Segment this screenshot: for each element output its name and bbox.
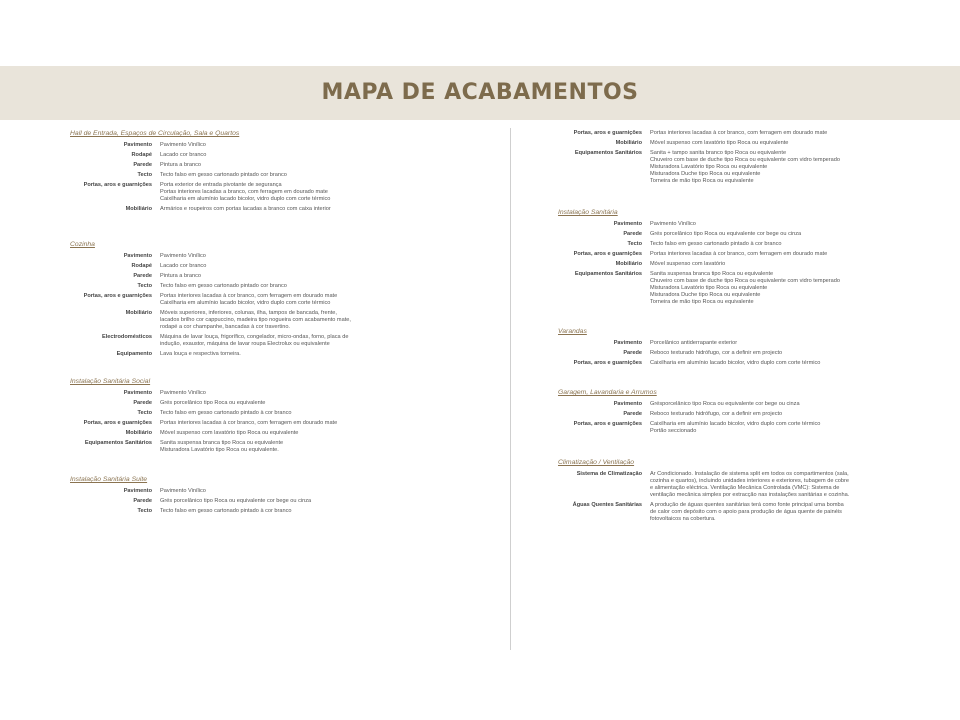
value-line: Reboco texturado hidrófugo, cor a definir em projecto [650, 411, 783, 417]
row-value [160, 410, 475, 417]
finish-section [70, 241, 475, 358]
row-label: Parede [623, 350, 642, 356]
row-value [160, 152, 475, 159]
row-value [160, 400, 475, 407]
row-label: Mobiliário [615, 140, 642, 146]
finish-row [70, 206, 475, 213]
row-label: Tecto [137, 410, 152, 416]
value-line: Reboco texturado hidrófugo, cor a definir em projecto [650, 350, 783, 356]
finish-row [558, 251, 918, 258]
row-label: Pavimento [613, 221, 642, 227]
row-label: Pavimento [123, 253, 152, 259]
row-value [650, 471, 918, 499]
finish-row [70, 498, 475, 505]
value-line: Máquina de lavar louça, frigorífico, congelador, micro-ondas, forno, placa de [160, 334, 349, 340]
finish-row [558, 502, 918, 523]
row-label: Rodapé [131, 263, 152, 269]
finish-row [70, 430, 475, 437]
value-line: Móvel suspenso com lavatório tipo Roca ou equivalente [650, 140, 789, 146]
row-label: Equipamentos Sanitários [574, 271, 642, 277]
value-line: Tecto falso em gesso cartonado pintado cor branco [160, 172, 287, 178]
row-label: Sistema de Climatização [576, 471, 642, 477]
value-line: Móvel suspenso com lavatório tipo Roca ou equivalente [160, 430, 299, 436]
finish-section [70, 378, 475, 454]
row-label: Parede [133, 400, 152, 406]
column-divider [510, 128, 511, 650]
finish-section [558, 130, 918, 185]
row-label: Parede [133, 162, 152, 168]
value-line: Caixilharia em alumínio lacado bicolor, vidro duplo com corte térmico [160, 196, 331, 202]
value-line: Tecto falso em gesso cartonado pintado à cor branco [650, 241, 782, 247]
finish-row [558, 221, 918, 228]
row-value [650, 130, 918, 137]
row-value [160, 263, 475, 270]
finish-row [558, 471, 918, 499]
value-line: Chuveiro com base de duche tipo Roca ou equivalente com vidro temperado [650, 157, 840, 163]
value-line: Sanita suspensa branca tipo Roca ou equivalente [160, 440, 284, 446]
finish-row [558, 340, 918, 347]
finish-section [558, 459, 918, 523]
value-line: Lava louça e respectiva torneira. [160, 351, 241, 357]
finish-row [558, 140, 918, 147]
value-line: Grés porcelânico tipo Roca ou equivalente cor bege ou cinza [650, 231, 802, 237]
title-banner [0, 66, 960, 120]
value-line: Portas interiores lacadas à cor branco, com ferragem em dourado mate [650, 251, 828, 257]
section-title: Climatização / Ventilação [558, 459, 635, 466]
row-label: Mobiliário [125, 430, 152, 436]
row-label: Pavimento [123, 488, 152, 494]
finish-row [70, 182, 475, 203]
row-label: Equipamento [116, 351, 152, 357]
row-value [160, 283, 475, 290]
row-value [160, 172, 475, 179]
finish-row [70, 400, 475, 407]
row-label: Tecto [627, 241, 642, 247]
row-value [650, 421, 918, 435]
finish-section [70, 476, 475, 515]
value-line: Torneira de mão tipo Roca ou equivalente [650, 178, 754, 184]
value-line: ventilação mecânica simples por extracção nas instalações sanitárias e cozinha. [650, 492, 850, 498]
finish-row [70, 310, 475, 331]
finish-row [70, 152, 475, 159]
row-label: Portas, aros e guarnições [573, 421, 642, 427]
value-line: Misturadora Duche tipo Roca ou equivalente [650, 171, 761, 177]
row-value [650, 261, 918, 268]
finish-row [70, 351, 475, 358]
section-title: Instalação Sanitária [558, 209, 618, 216]
finish-row [70, 440, 475, 454]
row-label: Equipamentos Sanitários [84, 440, 152, 446]
value-line: Sanita suspensa branca tipo Roca ou equivalente [650, 271, 774, 277]
section-title: Varandas [558, 328, 587, 335]
value-line: Porcelânico antiderrapante exterior [650, 340, 738, 346]
value-line: Tecto falso em gesso cartonado pintado à cor branco [160, 410, 292, 416]
row-label: Tecto [137, 172, 152, 178]
value-line: Chuveiro com base de duche tipo Roca ou equivalente com vidro temperado [650, 278, 840, 284]
value-line: cozinha e quartos), incluindo unidades interiores e exteriores, tubagem de cobre [650, 478, 850, 484]
value-line: fotovoltaicos na cobertura. [650, 516, 716, 522]
row-label: Electrodomésticos [101, 334, 152, 340]
row-label: Tecto [137, 508, 152, 514]
finish-row [70, 142, 475, 149]
value-line: Misturadora Lavatório tipo Roca ou equivalente [650, 164, 768, 170]
row-value [650, 251, 918, 258]
row-value [160, 334, 475, 348]
row-label: Pavimento [123, 142, 152, 148]
value-line: Misturadora Duche tipo Roca ou equivalente [650, 292, 761, 298]
finish-row [70, 253, 475, 260]
section-title: Cozinha [70, 241, 95, 248]
finish-row [70, 410, 475, 417]
finish-row [558, 271, 918, 306]
value-line: Misturadora Lavatório tipo Roca ou equivalente [650, 285, 768, 291]
row-value [650, 340, 918, 347]
value-line: Pavimento Vinílico [160, 390, 206, 396]
row-value [650, 271, 918, 306]
row-label: Tecto [137, 283, 152, 289]
value-line: Porta exterior de entrada pivotante de segurança [160, 182, 282, 188]
row-value [650, 241, 918, 248]
row-label: Pavimento [613, 401, 642, 407]
value-line: Misturadora Lavatório tipo Roca ou equivalente. [160, 447, 279, 453]
row-value [160, 206, 475, 213]
row-label: Parede [133, 498, 152, 504]
section-title: Hall de Entrada, Espaços de Circulação, Sala e Quartos [70, 130, 240, 137]
finish-row [70, 488, 475, 495]
finish-section [70, 130, 475, 213]
row-label: Portas, aros e guarnições [573, 360, 642, 366]
row-value [160, 273, 475, 280]
value-line: Pintura a branco [160, 162, 202, 168]
row-label: Portas, aros e guarnições [83, 293, 152, 299]
row-value [160, 430, 475, 437]
value-line: Tecto falso em gesso cartonado pintado à cor branco [160, 508, 292, 514]
value-line: Portas interiores lacadas à cor branco, com ferragem em dourado mate [160, 293, 338, 299]
value-line: Portas interiores lacadas a branco, com ferragem em dourado mate [160, 189, 328, 195]
finish-section [558, 209, 918, 306]
page-title: MAPA DE ACABAMENTOS [321, 80, 639, 105]
finish-section [558, 389, 918, 435]
row-label: Portas, aros e guarnições [83, 182, 152, 188]
finish-row [70, 172, 475, 179]
finish-row [70, 508, 475, 515]
value-line: Grés porcelânico tipo Roca ou equivalente [160, 400, 266, 406]
row-value [160, 351, 475, 358]
row-value [160, 440, 475, 454]
row-value [160, 310, 475, 331]
row-value [160, 293, 475, 307]
row-value [650, 231, 918, 238]
value-line: Caixilharia em alumínio lacado bicolor, vidro duplo com corte térmico [650, 360, 821, 366]
finish-row [558, 360, 918, 367]
right-column [558, 130, 918, 526]
row-label: Mobiliário [125, 206, 152, 212]
section-title: Instalação Sanitária Suite [70, 476, 148, 483]
value-line: Tecto falso em gesso cartonado pintado cor branco [160, 283, 287, 289]
row-value [650, 140, 918, 147]
value-line: lacados brilho cor cappuccino, madeira tipo nogueira com acabamento mate, [160, 317, 351, 323]
value-line: Ar Condicionado. Instalação de sistema split em todos os compartimentos (sala, [650, 471, 849, 477]
finish-row [558, 241, 918, 248]
row-label: Parede [623, 411, 642, 417]
finish-row [558, 261, 918, 268]
row-value [160, 162, 475, 169]
row-label: Portas, aros e guarnições [83, 420, 152, 426]
finish-row [70, 283, 475, 290]
value-line: de calor com depósito com o apoio para produção de água quente de painéis [650, 509, 842, 515]
finish-row [70, 420, 475, 427]
value-line: Sanita + tampo sanita branco tipo Roca ou equivalente [650, 150, 787, 156]
row-value [160, 508, 475, 515]
finish-row [70, 293, 475, 307]
section-title: Garagem, Lavandaria e Arrumos [558, 389, 657, 396]
value-line: Portas interiores lacadas à cor branco, com ferragem em dourado mate [650, 130, 828, 136]
row-label: Portas, aros e guarnições [573, 251, 642, 257]
finish-row [70, 263, 475, 270]
value-line: Pavimento Vinílico [160, 142, 206, 148]
row-label: Parede [133, 273, 152, 279]
value-line: Portão seccionado [650, 428, 697, 434]
value-line: Caixilharia em alumínio lacado bicolor, vidro duplo com corte térmico [160, 300, 331, 306]
section-title: Instalação Sanitária Social [70, 378, 151, 385]
row-value [160, 498, 475, 505]
row-value [650, 502, 918, 523]
row-value [160, 182, 475, 203]
row-label: Águas Quentes Sanitárias [572, 502, 642, 508]
value-line: Pintura a branco [160, 273, 202, 279]
value-line: Caixilharia em alumínio lacado bicolor, vidro duplo com corte térmico [650, 421, 821, 427]
left-column [70, 130, 475, 518]
finish-row [70, 162, 475, 169]
finish-row [558, 150, 918, 185]
finish-row [558, 231, 918, 238]
row-value [650, 350, 918, 357]
row-value [650, 221, 918, 228]
row-value [160, 488, 475, 495]
row-label: Rodapé [131, 152, 152, 158]
value-line: Móveis superiores, inferiores, colunas, ilha, tampos de bancada, frente, [160, 310, 337, 316]
finish-row [558, 411, 918, 418]
value-line: e alimentação eléctrica. Ventilação Mecânica Controlada (VMC): Sistema de [650, 485, 840, 491]
row-value [650, 411, 918, 418]
row-label: Mobiliário [615, 261, 642, 267]
value-line: rodapé a cor champanhe, bancadas à cor travertino. [160, 324, 290, 330]
value-line: Pavimento Vinílico [160, 488, 206, 494]
finish-row [70, 273, 475, 280]
finish-row [70, 334, 475, 348]
value-line: Torneira de mão tipo Roca ou equivalente [650, 299, 754, 305]
finish-section [558, 328, 918, 367]
row-label: Portas, aros e guarnições [573, 130, 642, 136]
row-value [160, 390, 475, 397]
finish-row [558, 421, 918, 435]
row-value [650, 360, 918, 367]
value-line: Armários e roupeiros com portas lacadas a branco com caixa interior [160, 206, 331, 212]
value-line: Lacado cor branco [160, 152, 207, 158]
row-label: Mobiliário [125, 310, 152, 316]
row-label: Pavimento [123, 390, 152, 396]
finish-row [558, 130, 918, 137]
row-label: Equipamentos Sanitários [574, 150, 642, 156]
value-line: Móvel suspenso com lavatório [650, 261, 726, 267]
value-line: A produção de águas quentes sanitárias terá como fonte principal uma bomba [650, 502, 844, 508]
finish-row [558, 401, 918, 408]
value-line: Pavimento Vinílico [160, 253, 206, 259]
row-value [650, 150, 918, 185]
value-line: Grésporcelânico tipo Roca ou equivalente cor bege ou cinza [650, 401, 800, 407]
value-line: Portas interiores lacadas à cor branco, com ferragem em dourado mate [160, 420, 338, 426]
finish-row [558, 350, 918, 357]
value-line: indução, exaustor, máquina de lavar roupa Electrolux ou equivalente [160, 341, 330, 347]
finish-row [70, 390, 475, 397]
row-value [160, 253, 475, 260]
value-line: Grés porcelânico tipo Roca ou equivalente cor bege ou cinza [160, 498, 312, 504]
row-value [160, 142, 475, 149]
row-label: Parede [623, 231, 642, 237]
row-value [160, 420, 475, 427]
row-value [650, 401, 918, 408]
value-line: Lacado cor branco [160, 263, 207, 269]
row-label: Pavimento [613, 340, 642, 346]
value-line: Pavimento Vinílico [650, 221, 696, 227]
